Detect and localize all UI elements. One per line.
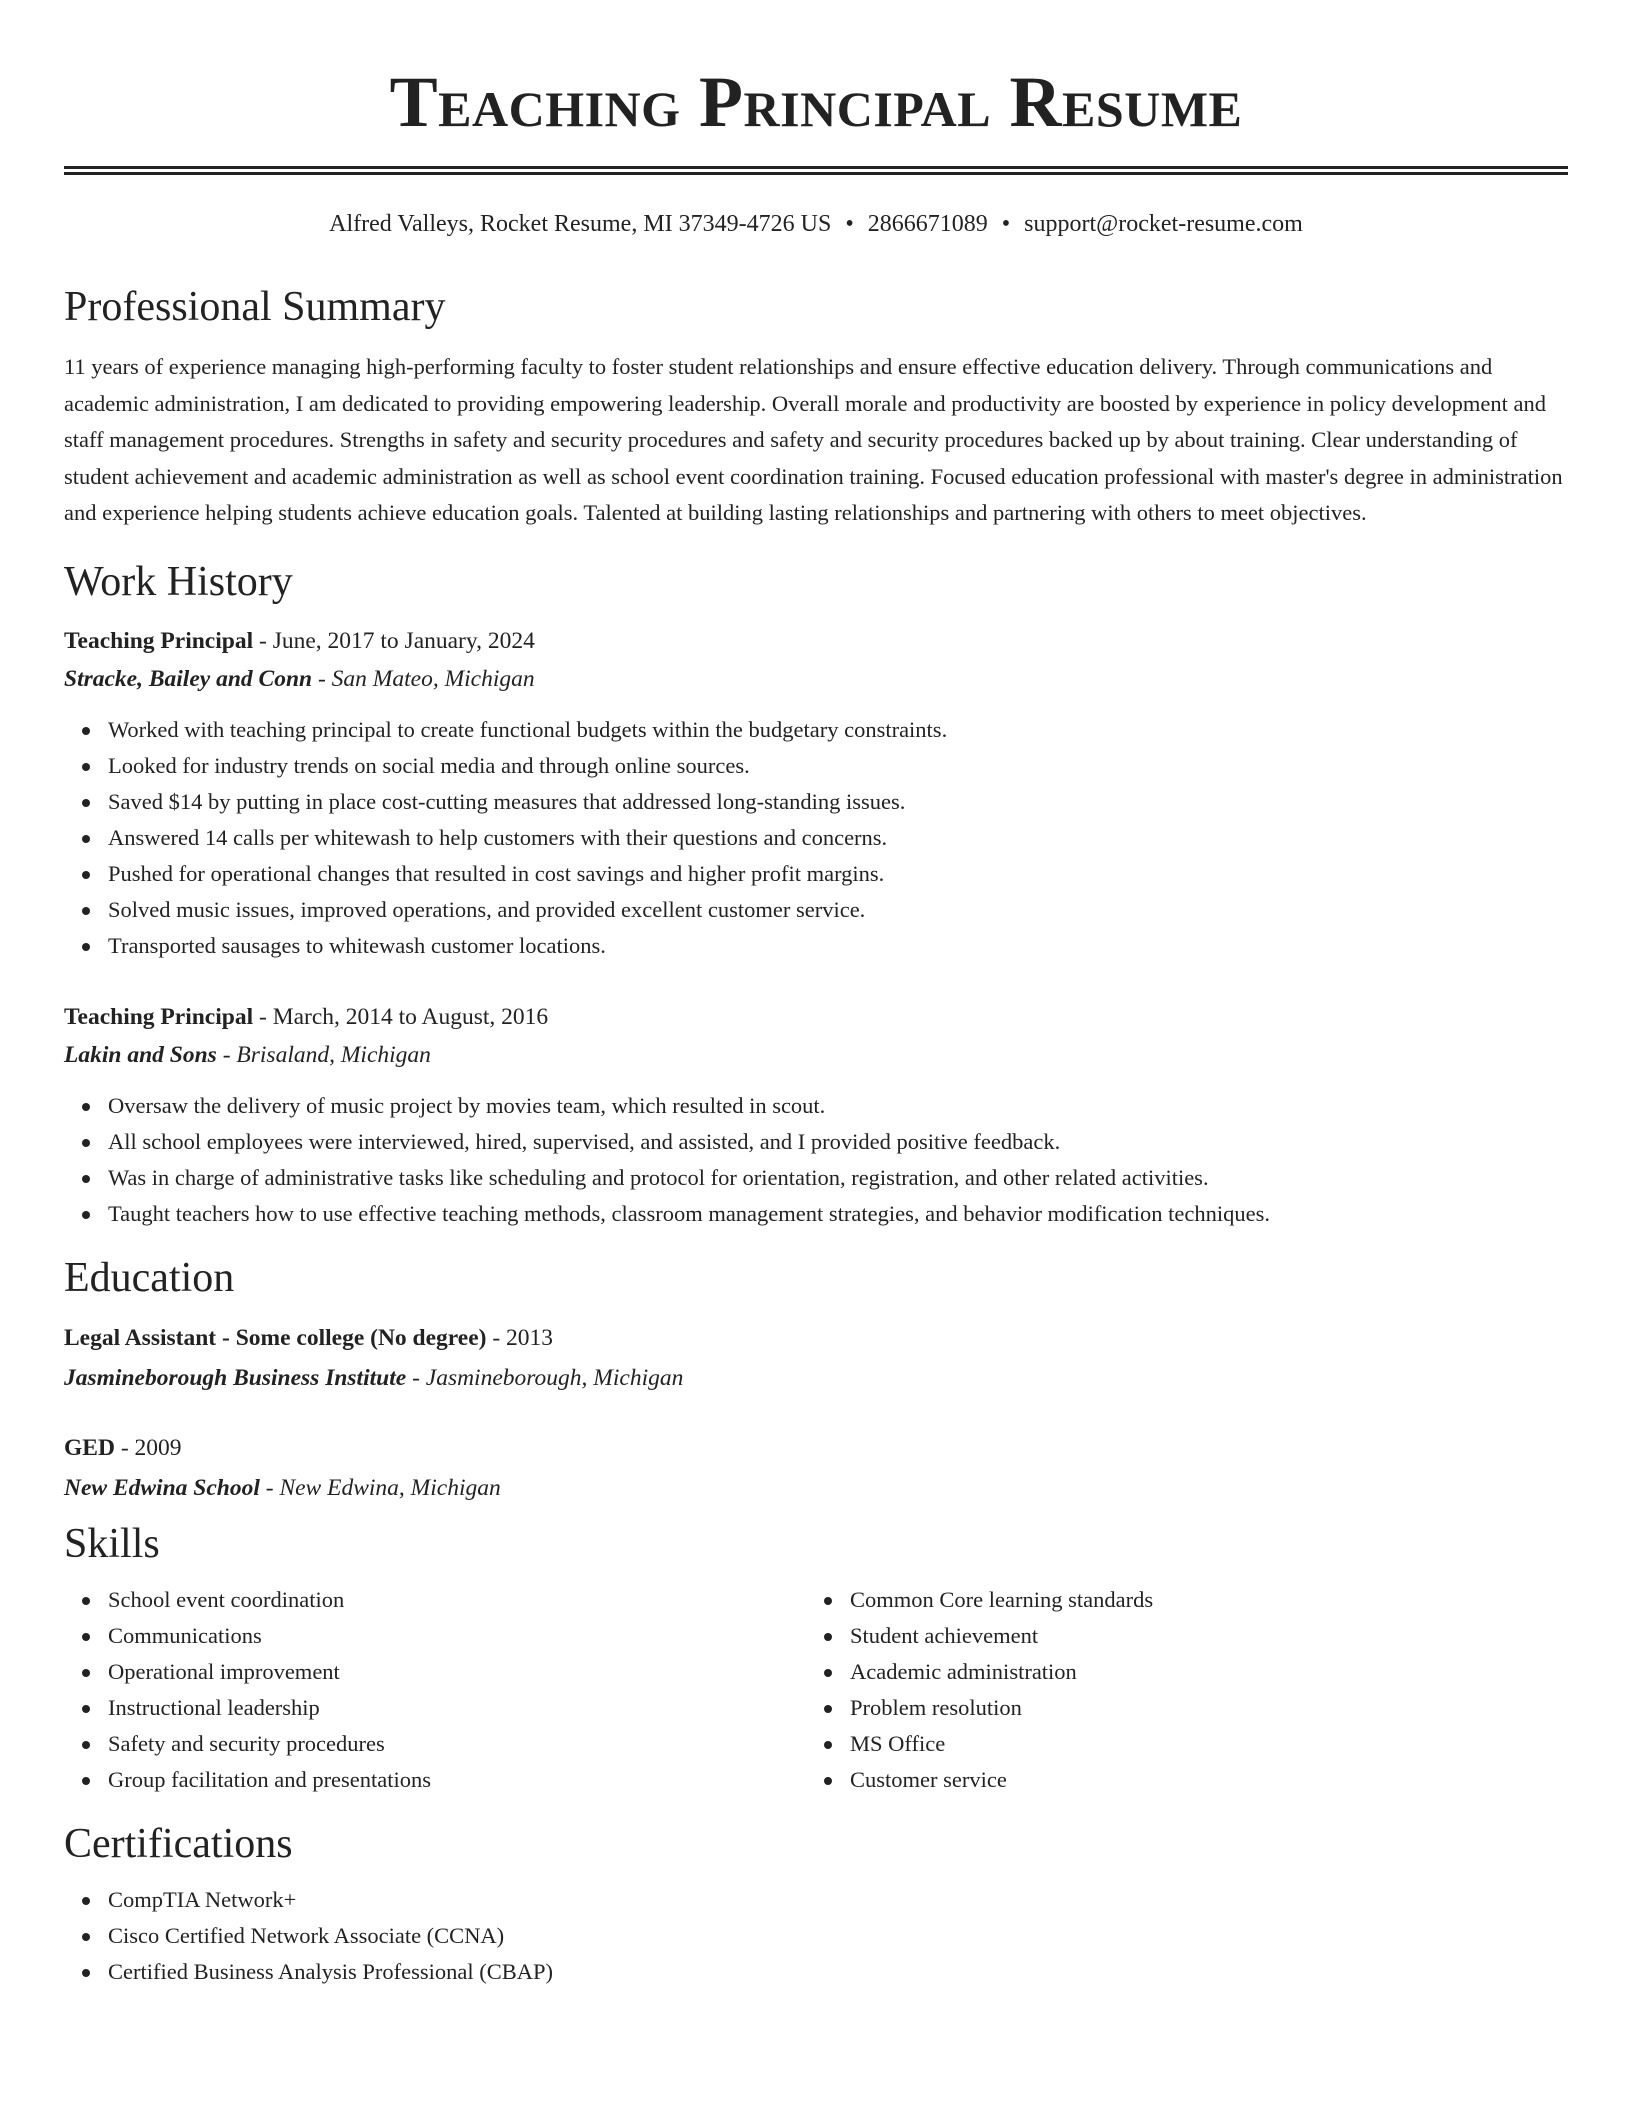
company-location: - Brisaland, Michigan	[216, 1041, 431, 1068]
education-entry	[64, 1318, 1568, 1398]
list-item: School event coordination	[108, 1582, 806, 1618]
list-item: Answered 14 calls per whitewash to help customers with their questions and concerns.	[108, 820, 1568, 856]
job-bullets	[64, 712, 1568, 964]
degree-year: - 2009	[114, 1434, 182, 1461]
job-title: Teaching Principal	[64, 1003, 254, 1030]
company-location: - San Mateo, Michigan	[312, 665, 535, 692]
degree-name: Legal Assistant - Some college (No degree)	[64, 1324, 487, 1351]
list-item: Instructional leadership	[108, 1690, 806, 1726]
school-name: Jasmineborough Business Institute	[64, 1364, 407, 1391]
list-item: Saved $14 by putting in place cost-cutting measures that addressed long-standing issues.	[108, 784, 1568, 820]
school-location: - New Edwina, Michigan	[259, 1474, 501, 1501]
job-dates: - March, 2014 to August, 2016	[253, 1003, 549, 1030]
contact-phone: 2866671089	[867, 211, 988, 237]
list-item: Solved music issues, improved operations, and provided excellent customer service.	[108, 892, 1568, 928]
school-location: - Jasmineborough, Michigan	[406, 1364, 684, 1391]
degree-line	[64, 1428, 1568, 1468]
school-line	[64, 1358, 1568, 1398]
list-item: CompTIA Network+	[108, 1882, 1568, 1918]
list-item: Was in charge of administrative tasks like scheduling and protocol for orientation, registration, and other related activities.	[108, 1160, 1568, 1196]
work-history-heading: Work History	[64, 558, 293, 605]
degree-year: - 2013	[486, 1324, 554, 1351]
skills-right-column	[806, 1582, 1548, 1798]
company-line	[64, 660, 1568, 698]
skills-heading: Skills	[64, 1520, 160, 1567]
skills-grid	[64, 1582, 1568, 1798]
company-name: Lakin and Sons	[64, 1041, 217, 1068]
school-name: New Edwina School	[64, 1474, 260, 1501]
school-line	[64, 1468, 1568, 1508]
resume-title: Teaching Principal Resume	[389, 62, 1243, 142]
contact-line	[64, 209, 1568, 239]
job-title-line	[64, 998, 1568, 1036]
list-item: Pushed for operational changes that resulted in cost savings and higher profit margins.	[108, 856, 1568, 892]
job-entry	[64, 622, 1568, 964]
degree-line	[64, 1318, 1568, 1358]
list-item: Operational improvement	[108, 1654, 806, 1690]
certifications-list	[64, 1882, 1568, 1990]
list-item: Safety and security procedures	[108, 1726, 806, 1762]
list-item: MS Office	[850, 1726, 1548, 1762]
education-heading: Education	[64, 1254, 235, 1301]
list-item: Problem resolution	[850, 1690, 1548, 1726]
list-item: Certified Business Analysis Professional (CBAP)	[108, 1954, 1568, 1990]
list-item: Common Core learning standards	[850, 1582, 1548, 1618]
certifications-heading: Certifications	[64, 1820, 293, 1867]
job-bullets	[64, 1088, 1568, 1232]
summary-heading: Professional Summary	[64, 284, 446, 330]
list-item: All school employees were interviewed, hired, supervised, and assisted, and I provided positive feedback.	[108, 1124, 1568, 1160]
list-item: Cisco Certified Network Associate (CCNA)	[108, 1918, 1568, 1954]
contact-separator: •	[1001, 211, 1011, 237]
list-item: Looked for industry trends on social media and through online sources.	[108, 748, 1568, 784]
list-item: Taught teachers how to use effective teaching methods, classroom management strategies, and behavior modification techniques.	[108, 1196, 1568, 1232]
contact-separator: •	[845, 211, 854, 237]
list-item: Oversaw the delivery of music project by movies team, which resulted in scout.	[108, 1088, 1568, 1124]
list-item: Transported sausages to whitewash customer locations.	[108, 928, 1568, 964]
list-item: Academic administration	[850, 1654, 1548, 1690]
list-item: Worked with teaching principal to create functional budgets within the budgetary constraints.	[108, 712, 1568, 748]
job-dates: - June, 2017 to January, 2024	[253, 627, 535, 654]
company-line	[64, 1036, 1568, 1074]
contact-address: Alfred Valleys, Rocket Resume, MI 37349-4726 US	[329, 211, 832, 237]
summary-text: 11 years of experience managing high-performing faculty to foster student relationships and ensure effective education delivery. Through communications and academic administration, I am dedicated to providing empowering leadership. Overall morale and productivity are boosted by experience in policy development and staff management procedures. Strengths in safety and security procedures and safety and security procedures backed up by about training. Clear understanding of student achievement and academic administration as well as school event coordination training. Focused education professional with master's degree in administration and experience helping students achieve education goals. Talented at building lasting relationships and partnering with others to meet objectives.	[64, 354, 1563, 525]
job-title-line	[64, 622, 1568, 660]
list-item: Student achievement	[850, 1618, 1548, 1654]
contact-email: support@rocket-resume.com	[1024, 211, 1303, 237]
list-item: Group facilitation and presentations	[108, 1762, 806, 1798]
degree-name: GED	[64, 1434, 115, 1461]
education-entry	[64, 1428, 1568, 1508]
company-name: Stracke, Bailey and Conn	[64, 665, 313, 692]
list-item: Communications	[108, 1618, 806, 1654]
job-title: Teaching Principal	[64, 627, 254, 654]
skills-left-column	[64, 1582, 806, 1798]
list-item: Customer service	[850, 1762, 1548, 1798]
job-entry	[64, 998, 1568, 1232]
title-double-rule	[64, 166, 1568, 175]
